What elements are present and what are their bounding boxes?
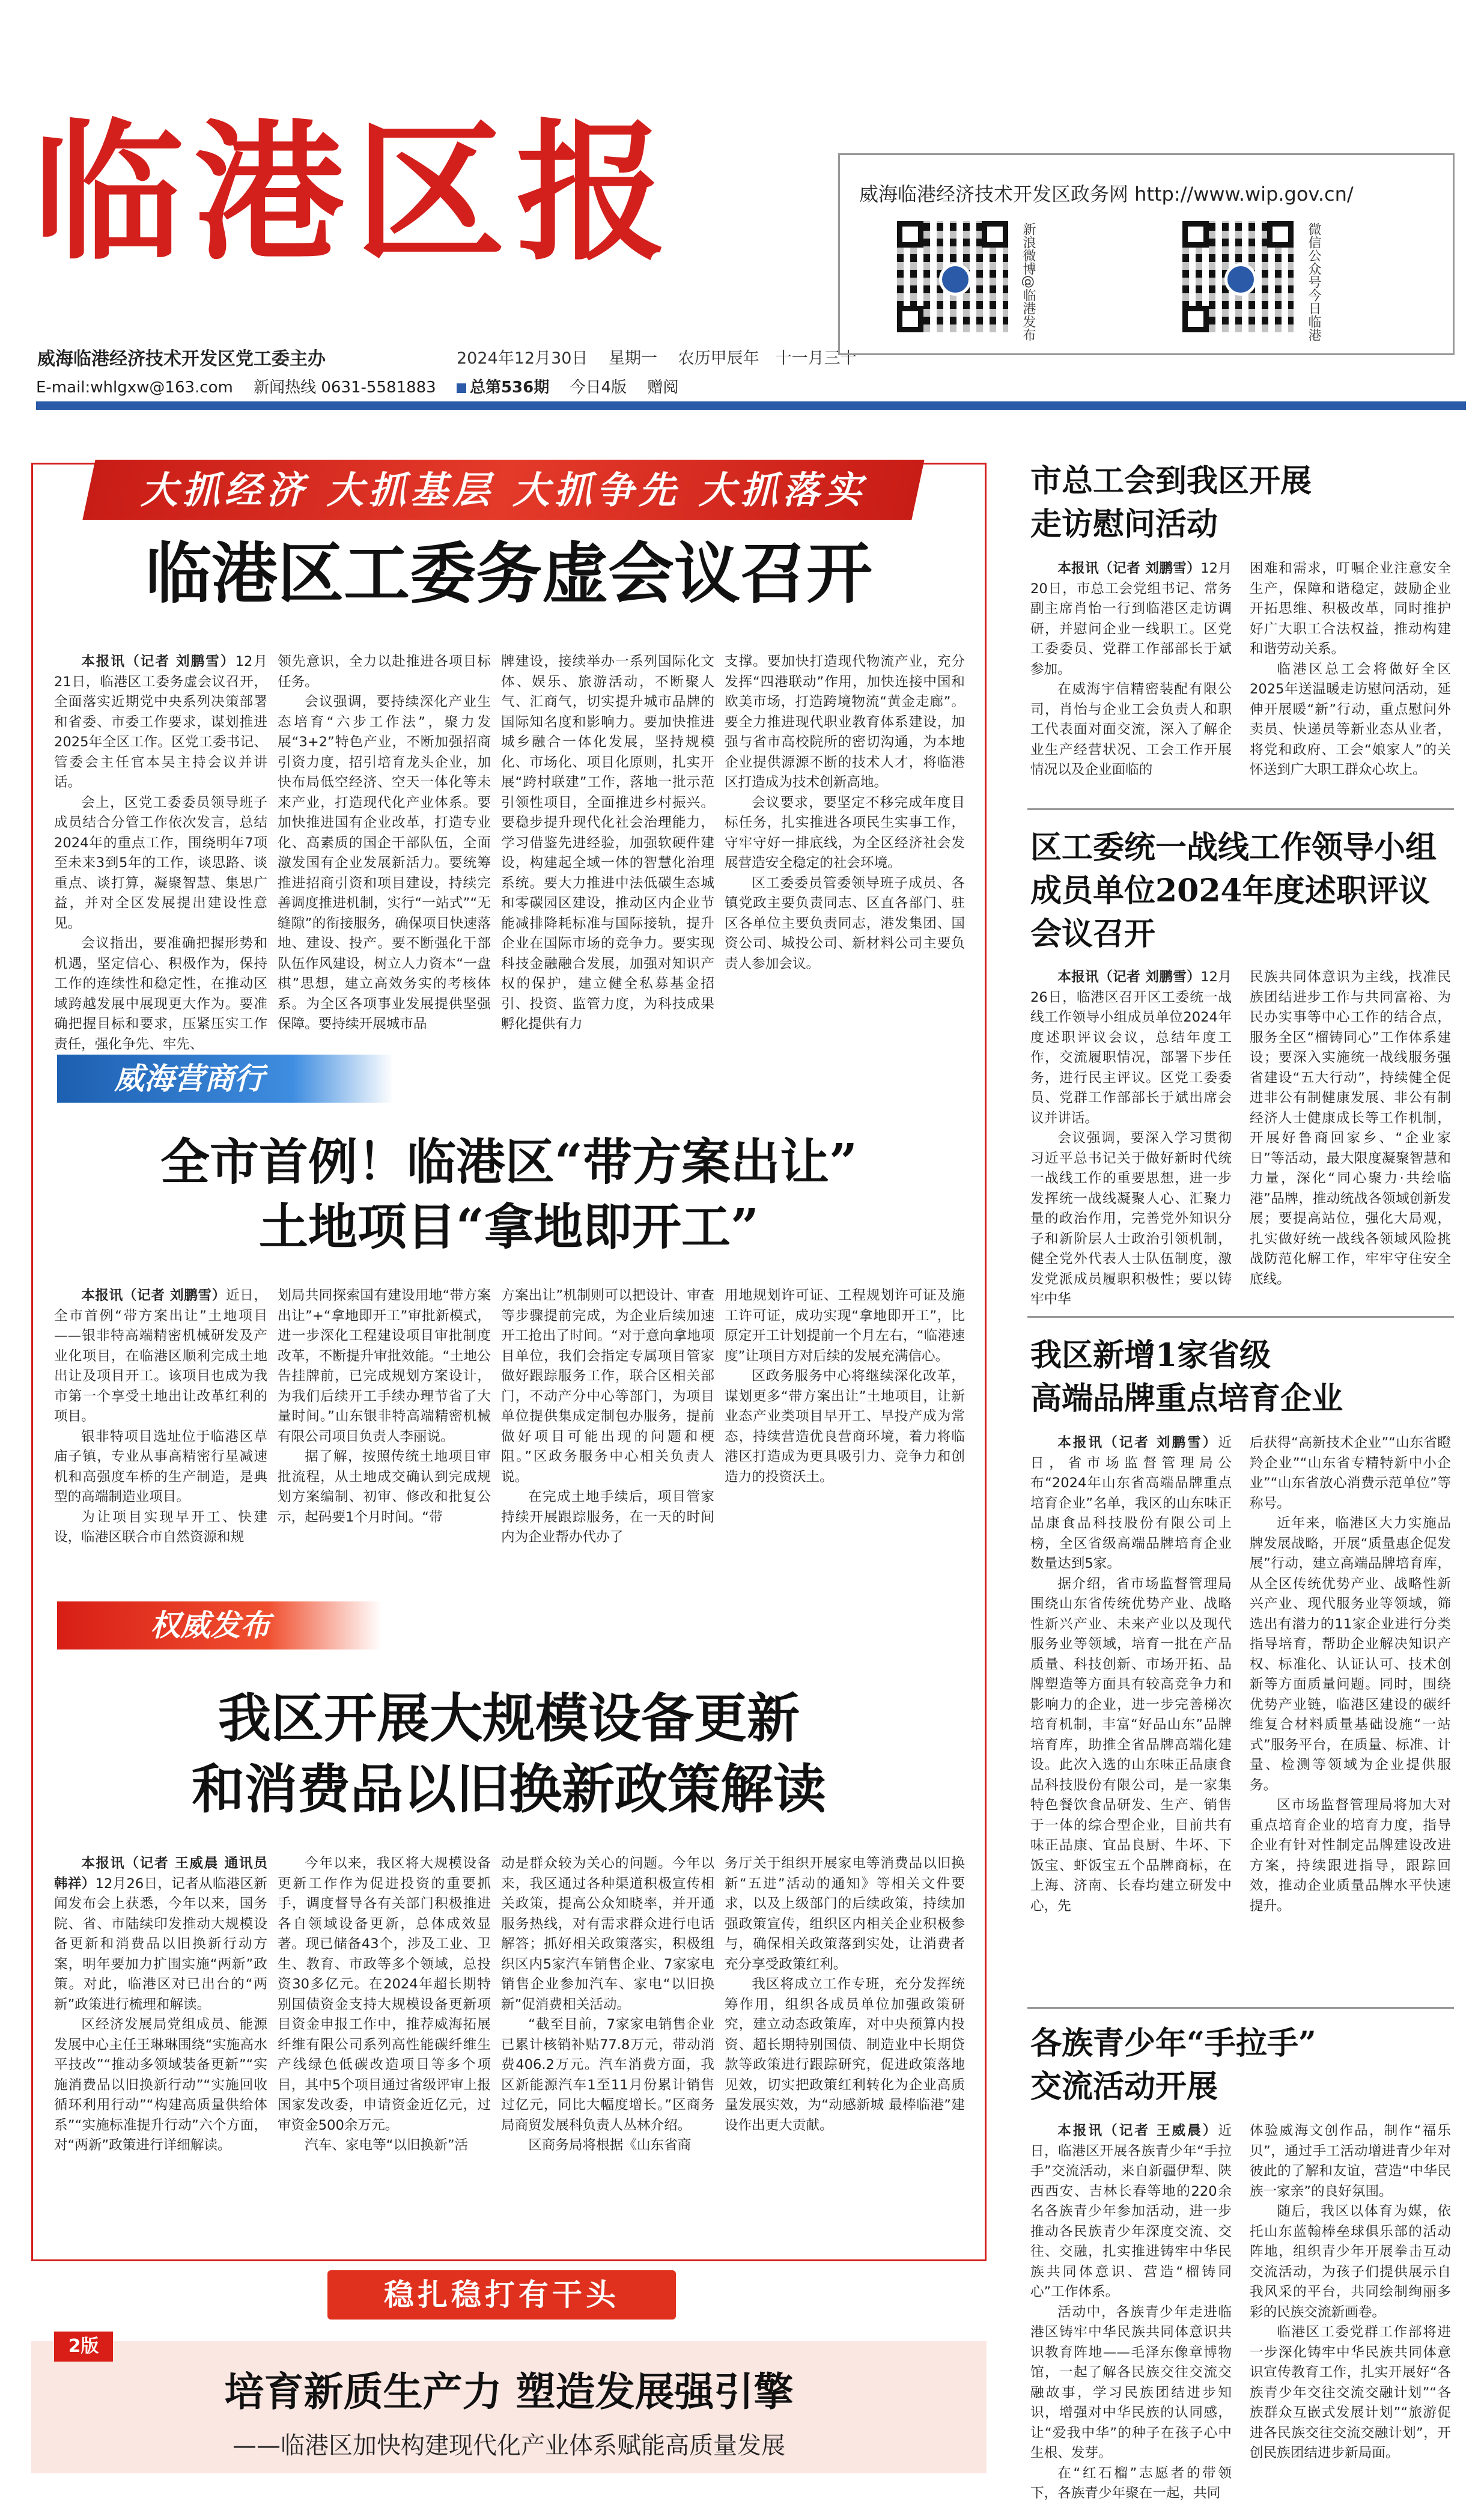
paragraph: 务厅关于组织开展家电等消费品以旧换新“五进”活动的通知》等相关文件要求，以及上级部门的后续政策，持续加强政策宣传，组织区内相关企业积极参与，确保相关政策落到实处，让消费者充分享受政策红利。 (725, 1856, 965, 1972)
right3-col1 (1030, 1433, 1232, 1998)
article3-col4 (725, 1854, 965, 2250)
byline: 本报讯（记者 刘鹏雪） (81, 1288, 226, 1303)
issue-number: 总第536期 (469, 379, 550, 397)
paragraph: 区工委委员管委领导班子成员、各镇党政主要负责同志、区直各部门、驻区各单位主要负责同志，港发集团、国资公司、城投公司、新材料公司主要负责人参加会议。 (725, 875, 965, 972)
article2-col2 (278, 1286, 491, 1583)
right2-headline-line2[interactable]: 成员单位2024年度述职评议 (1030, 873, 1430, 909)
right1-headline-line1[interactable]: 市总工会到我区开展 (1030, 463, 1312, 499)
paragraph: 方案出让”机制则可以把设计、审查等步骤提前完成，为企业后续加速开工抢出了时间。“对于意向拿地项目单位，我们会指定专属项目管家做好跟踪服务工作，联合区相关部门，不动产分中心等部门，为项目单位提供集成定制包办服务，提前做好项目可能出现的问题和梗阻。”区政务服务中心相关负责人说。 (501, 1288, 714, 1485)
right4-col1 (1030, 2121, 1232, 2501)
right4-headline-line2[interactable]: 交流活动开展 (1030, 2068, 1218, 2105)
distribution: 赠阅 (647, 379, 679, 397)
paragraph: 区市场监督管理局将加大对重点培育企业的培育力度，指导企业有针对性制定品牌建设改进方案，持续跟进指导，跟踪回效，推动企业质量品牌水平快速提升。 (1250, 1797, 1451, 1914)
article1-col1 (54, 652, 267, 1052)
paragraph: 会上，区党工委委员领导班子成员结合分管工作依次发言，总结2024年的重点工作，围绕明年7项至未来3到5年的工作，谈思路、谈重点、谈打算，凝聚智慧、集思广益，并对全区发展提出建设性意见。 (54, 794, 267, 931)
masthead-title: 临港区报 (33, 104, 677, 281)
dateline (457, 345, 872, 368)
paragraph: 体验威海文创作品，制作“福乐贝”，通过手工活动增进青少年对彼此的了解和友谊，营造“中华民族一家亲”的良好氛围。 (1250, 2123, 1451, 2199)
paragraph: 区经济发展局党组成员、能源发展中心主任王琳琳围绕“实施高水平技改”“推动多领域装备更新”“实施消费品以旧换新行动”“实施回收循环利用行动”“构建高质量供给体系”“实施标准提升行动”六个方面，对“两新”政策进行详细解读。 (54, 2017, 267, 2153)
paragraph: 领先意识，全力以赴推进各项目标任务。 (278, 654, 491, 690)
paragraph: 本报讯（记者 刘鹏雪）近日，全市首例“带方案出让”土地项目——银非特高端精密机械研发及产业化项目，在临港区顺利完成土地出让及项目开工。该项目也成为我市第一个享受土地出让改革红利的项目。 (54, 1288, 267, 1424)
article3-col2 (278, 1854, 491, 2250)
article2-col1 (54, 1286, 267, 1583)
paragraph: 本报讯（记者 刘鹏雪）近日，省市场监督管理局公布“2024年山东省高端品牌重点培育企业”名单，我区的山东味正品康食品科技股份有限公司上榜，全区省级高端品牌培育企业数量达到5家。 (1030, 1435, 1232, 1571)
info-bar (36, 375, 847, 399)
paragraph: 民族共同体意识为主线，找准民族团结进步工作与共同富裕、为民办实事等中心工作的结合点，服务全区“榴铸同心”工作体系建设；要深入实施统一战线服务强省建设“五大行动”，持续健全促进非公有制健康发展、非公有制经济人士健康成长等工作机制，开展好鲁商回家乡、“企业家日”等活动，最大限度凝聚智慧和力量，深化“同心聚力·共绘临港”品牌，推动统战各领域创新发展；要提高站位，强化大局观，扎实做好统一战线各领域风险挑战防范化解工作，牢牢守住安全底线。 (1250, 969, 1451, 1287)
paragraph: 我区将成立工作专班，充分发挥统筹作用，组织各成员单位加强政策研究，建立动态政策库，对中央预算内投资、超长期特别国债、制造业中长期贷款等政策进行跟踪研究，促进政策落地见效，切实把政策红利转化为企业高质量发展实效，为“动感新城 最棒临港”建设作出更大贡献。 (725, 1976, 965, 2133)
paragraph: 本报讯（记者 王威晨 通讯员 韩祥）12月26日，记者从临港区新闻发布会上获悉，今年以来，国务院、省、市陆续印发推动大规模设备更新和消费品以旧换新行动方案，明年要加力扩围实施“两新”政策。对此，临港区对已出台的“两新”政策进行梳理和解读。 (54, 1856, 268, 2012)
paragraph: 今年以来，我区将大规模设备更新工作作为促进投资的重要抓手，调度督导各有关部门积极推进各自领域设备更新，总体成效显著。现已储备43个，涉及工业、卫生、教育、市政等多个领域，总投资30多亿元。在2024年超长期特别国债资金支持大规模设备更新项目资金申报工作中，推荐威海拓展纤维有限公司系列高性能碳纤维生产线绿色低碳改造项目等多个项目，其中5个项目通过省级评审上报国家发改委，申请资金近亿元，过审资金500余万元。 (278, 1856, 491, 2133)
paragraph: 本报讯（记者 刘鹏雪）12月21日，临港区工委务虚会议召开，全面落实近期党中央系列决策部署和省委、市委工作要求，谋划推进2025年全区工作。区党工委书记、管委会主任官本吴主持会议并讲话。 (54, 654, 267, 790)
article2-col4 (725, 1286, 965, 1583)
wechat-qr-code[interactable] (1182, 221, 1294, 332)
paragraph: 在威海宇信精密装配有限公司，肖怡与企业工会负责人和职工代表面对面交流，深入了解企业生产经营状况、工会工作开展情况以及企业面临的 (1030, 681, 1232, 778)
teaser-headline[interactable]: 培育新质生产力 塑造发展强引擎 (224, 2368, 794, 2415)
email[interactable]: E-mail:whlgxw@163.com (36, 379, 233, 397)
byline: 本报讯（记者 刘鹏雪） (1057, 969, 1201, 985)
article2-headline-line2[interactable]: 土地项目“拿地即开工” (258, 1198, 759, 1256)
issue-date: 2024年12月30日 (457, 349, 588, 368)
byline: 本报讯（记者 王威晨） (1057, 2123, 1218, 2139)
slogan-text: 大抓经济 大抓基层 大抓争先 大抓落实 (140, 468, 867, 512)
article1-col2 (278, 652, 491, 1037)
paragraph: 临港区工委党群工作部将进一步深化铸牢中华民族共同体意识宣传教育工作，扎实开展好“各族青少年交往交流交融计划”“各族群众互嵌式发展计划”“旅游促进各民族交往交流交融计划”，开创民族团结进步新局面。 (1250, 2324, 1451, 2461)
teaser-subhead: ——临港区加快构建现代化产业体系赋能高质量发展 (233, 2432, 785, 2460)
qr-panel (838, 153, 1455, 355)
paragraph: 在“红石榴”志愿者的带领下，各族青少年聚在一起，共同 (1030, 2465, 1232, 2501)
section-tag-business-text: 威海营商行 (114, 1061, 264, 1096)
weekday: 星期一 (609, 349, 658, 368)
paragraph: 在完成土地手续后，项目管家持续开展跟踪服务，在一天的时间内为企业帮办代办了 (501, 1489, 714, 1545)
masthead-rule (36, 401, 1466, 410)
paragraph: 本报讯（记者 王威晨）近日，临港区开展各族青少年“手拉手”交流活动，来自新疆伊犁、陕西西安、吉林长春等地的220余名各族青少年参加活动，进一步推动各民族青少年深度交流、交往、交融，扎实推进铸牢中华民族共同体意识、营造“榴铸同心”工作体系。 (1030, 2123, 1232, 2300)
article1-col4 (725, 652, 965, 1037)
paragraph: 动是群众较为关心的问题。今年以来，我区通过各种渠道积极宣传相关政策，提高公众知晓率，并开通服务热线，对有需求群众进行电话解答；抓好相关政策落实，积极组织区内5家汽车销售企业、7家家电销售企业参加汽车、家电“以旧换新”促消费相关活动。 (501, 1856, 714, 2012)
slogan-banner-2: 稳扎稳打有干头 (327, 2270, 676, 2320)
paragraph: 支撑。要加快打造现代物流产业，充分发挥“四港联动”作用，加快连接中国和欧美市场，打造跨境物流“黄金走廊”。要全力推进现代职业教育体系建设，加强与省市高校院所的密切沟通，为本地企业提供源源不断的技术人才，将临港区打造成为技术创新高地。 (725, 654, 965, 790)
byline: 本报讯（记者 刘鹏雪） (1057, 1435, 1218, 1451)
paragraph: 用地规划许可证、工程规划许可证及施工许可证，成功实现“拿地即开工”，比原定开工计划提前一个月左右，“临港速度”让项目方对后续的发展充满信心。 (725, 1288, 965, 1364)
right1-col1 (1030, 559, 1232, 799)
section-tag-authority-text: 权威发布 (150, 1608, 270, 1643)
right3-headline-line2[interactable]: 高端品牌重点培育企业 (1030, 1380, 1343, 1417)
right3-col2 (1250, 1433, 1451, 1998)
right2-headline-line1[interactable]: 区工委统一战线工作领导小组 (1030, 829, 1437, 866)
paragraph: 会议强调，要持续深化产业生态培育“六步工作法”，聚力发展“3+2”特色产业，不断加强招商引资力度，招引培育龙头企业，加快布局低空经济、空天一体化等未来产业，打造现代化产业体系。要加快推进国有企业改革，打造专业化、高素质的国企干部队伍，全面激发国有企业发展新活力。要统筹推进招商引资和项目建设，持续完善调度推进机制，实行“一站式”“无缝隙”的衔接服务，确保项目快速落地、建设、投产。要不断强化干部队伍作风建设，树立人力资本“一盘棋”思想，建立高效务实的考核体系。为全区各项事业发展提供坚强保障。要持续开展城市品 (278, 694, 491, 1032)
right1-headline-line2[interactable]: 走访慰问活动 (1030, 506, 1218, 543)
article3-headline-line2[interactable]: 和消费品以旧换新政策解读 (191, 1758, 826, 1820)
right4-headline-line1[interactable]: 各族青少年“手拉手” (1030, 2025, 1316, 2062)
paragraph: 据介绍，省市场监督管理局围绕山东省传统优势产业、战略性新兴产业、未来产业以及现代服务业等领域，培育一批在产品质量、科技创新、市场开拓、品牌塑造等方面具有较高竞争力和影响力的企业，进一步完善梯次培育机制，丰富“好品山东”品牌培育库，助推全省品牌高端化建设。此次入选的山东味正品康食品科技股份有限公司，是一家集特色餐饮食品研发、生产、销售于一体的综合型企业，目前共有味正品康、宜品良厨、牛坏、下饭宝、虾饭宝五个品牌商标，在上海、济南、长春均建立研发中心，先 (1030, 1576, 1232, 1914)
government-site[interactable]: 威海临港经济技术开发区政务网 http://www.wip.gov.cn/ (859, 183, 1354, 206)
right3-headline-line1[interactable]: 我区新增1家省级 (1030, 1337, 1271, 1374)
weibo-qr-code[interactable] (897, 221, 1008, 332)
article1-headline[interactable]: 临港区工委务虚会议召开 (145, 535, 872, 612)
paragraph: 为让项目实现早开工、快建设，临港区联合市自然资源和规 (54, 1509, 267, 1545)
paragraph: 随后，我区以体育为媒，依托山东蓝翰棒垒球俱乐部的活动阵地，组织青少年开展拳击互动交流活动，为孩子们提供展示自我风采的平台，共同绘制绚丽多彩的民族交流新画卷。 (1250, 2204, 1451, 2320)
right4-col2 (1250, 2121, 1451, 2476)
paragraph: 牌建设，接续举办一系列国际化文体、娱乐、旅游活动，不断聚人气、汇商气，切实提升城市品牌的国际知名度和影响力。要加快推进城乡融合一体化发展，坚持规模化、市场化、项目化原则，扎实开展“跨村联建”工作，落地一批示范引领性项目，全面推进乡村振兴。要稳步提升现代化社会治理能力，学习借鉴先进经验，加强软硬件建设，构建起全域一体的智慧化治理系统。要大力推进中法低碳生态城和零碳园区建设，推动区内企业节能减排降耗标准与国际接轨，提升企业在国际市场的竞争力。要实现科技金融融合发展，加强对知识产权的保护，建立健全私募基金招引、投资、监管力度，为科技成果孵化提供有力 (501, 654, 714, 1032)
paragraph: 区商务局将根据《山东省商 (528, 2137, 692, 2153)
right2-col1 (1030, 967, 1232, 1307)
paragraph: 困难和需求，叮嘱企业注意安全生产，保障和谐稳定，鼓励企业开拓思维、积极改革，同时推护好广大职工合法权益，推动构建和谐劳动关系。 (1250, 561, 1451, 657)
byline: 本报讯（记者 刘鹏雪） (81, 654, 236, 669)
right1-col2 (1250, 559, 1451, 799)
byline: 本报讯（记者 王威晨 通讯员 韩祥） (54, 1856, 267, 1892)
paragraph: 会议要求，要坚定不移完成年度目标任务，扎实推进各项民生实事工作，守牢守好一排底线，为全区经济社会发展营造安全稳定的社会环境。 (725, 794, 965, 871)
page-count: 今日4版 (570, 379, 627, 397)
divider (1027, 808, 1454, 810)
right2-headline-line3[interactable]: 会议召开 (1030, 916, 1156, 952)
paragraph: 近年来，临港区大力实施品牌发展战略，开展“质量惠企促发展”行动，建立高端品牌培育库，从全区传统优势产业、战略性新兴产业、现代服务业等领域，筛选出有潜力的11家企业进行分类指导培育，帮助企业解决知识产权、标准化、认证认可、技术创新等方面质量问题。同时，围绕优势产业链，临港区建设的碳纤维复合材料质量基础设施“一站式”服务平台，在质量、标准、计量、检测等领域为企业提供服务。 (1250, 1515, 1451, 1793)
paragraph: 汽车、家电等“以旧换新”活 (305, 2137, 469, 2153)
page-tag: 2版 (54, 2332, 113, 2362)
news-hotline: 新闻热线 0631-5581883 (254, 379, 436, 397)
article2-headline-line1[interactable]: 全市首例！临港区“带方案出让” (160, 1133, 858, 1191)
paragraph: 活动中，各族青少年走进临港区铸牢中华民族共同体意识共识教育阵地——毛泽东像章博物馆，一起了解各民族交往交流交融故事，学习民族团结进步知识，增强对中华民族的认同感，让“爱我中华”的种子在孩子心中生根、发芽。 (1030, 2304, 1232, 2461)
paragraph: 据了解，按照传统土地项目审批流程，从土地成交确认到完成规划方案编制、初审、修改和批复公示，起码要1个月时间。“带 (278, 1449, 491, 1525)
lunar-date: 农历甲辰年 十一月三十 (678, 349, 857, 368)
organizer: 威海临港经济技术开发区党工委主办 (37, 349, 326, 370)
paragraph: 后获得“高新技术企业”“山东省瞪羚企业”“山东省专精特新中小企业”“山东省放心消费示范单位”等称号。 (1250, 1435, 1451, 1511)
weibo-label: 新浪微博@临港发布 (1021, 222, 1036, 341)
paragraph: 临港区总工会将做好全区2025年送温暖走访慰问活动，延伸开展暖“新”行动，重点慰问外卖员、快递员等新业态从业者，将党和政府、工会“娘家人”的关怀送到广大职工群众心坎上。 (1250, 661, 1451, 778)
paragraph: “截至目前，7家家电销售企业已累计核销补贴77.8万元，带动消费406.2万元。汽车消费方面，我区新能源汽车1至11月份累计销售过亿元，同比大幅度增长。”区商务局商贸发展科负责人丛林介绍。 (501, 2017, 714, 2133)
paragraph: 划局共同探索国有建设用地“带方案出让”+“拿地即开工”审批新模式，进一步深化工程建设项目审批制度改革，不断提升审批效能。“土地公告挂牌前，已完成规划方案设计，为我们后续开工手续办理节省了大量时间。”山东银非特高端精密机械有限公司项目负责人李丽说。 (278, 1288, 491, 1445)
right2-col2 (1250, 967, 1451, 1304)
article3-col1 (54, 1854, 267, 2250)
paragraph: 本报讯（记者 刘鹏雪）12月26日，临港区召开区工委统一战线工作领导小组成员单位2024年度述职评议会议，总结年度工作，交流履职情况，部署下步任务，进行民主评议。区党工委委员、党群工作部部长于斌出席会议并讲话。 (1030, 969, 1232, 1126)
article3-col3 (501, 1854, 714, 2250)
wechat-label: 微信公众号今日临港 (1306, 222, 1321, 341)
article1-col3 (501, 652, 714, 1037)
paragraph: 会议指出，要准确把握形势和机遇，坚定信心、积极作为，保持工作的连续性和稳定性，在推动区域跨越发展中展现更大作为。要准确把握目标和要求，压紧压实工作责任，强化争先、牢先、 (54, 936, 267, 1052)
divider (1027, 2007, 1454, 2009)
article3-headline-line1[interactable]: 我区开展大规模设备更新 (217, 1687, 800, 1749)
square-bullet-icon (457, 383, 466, 393)
byline: 本报讯（记者 刘鹏雪） (1057, 561, 1201, 576)
paragraph: 会议强调，要深入学习贯彻习近平总书记关于做好新时代统一战线工作的重要思想，进一步发挥统一战线凝聚人心、汇聚力量的政治作用，完善党外知识分子和新阶层人士政治引领机制，健全党外代表人士队伍制度，激发党派成员履职积极性；要以铸牢中华 (1030, 1130, 1232, 1307)
divider (1027, 1316, 1454, 1318)
paragraph: 银非特项目选址位于临港区草庙子镇，专业从事高精密行星减速机和高强度车桥的生产制造，是典型的高端制造业项目。 (54, 1428, 267, 1505)
paragraph: 本报讯（记者 刘鹏雪）12月20日，市总工会党组书记、常务副主席肖怡一行到临港区走访调研，并慰问企业一线职工。区党工委委员、党群工作部部长于斌参加。 (1030, 561, 1232, 677)
paragraph: 区政务服务中心将继续深化改革，谋划更多“带方案出让”土地项目，让新业态产业类项目早开工、早投产成为常态，持续营造优良营商环境，着力将临港区打造成为更具吸引力、竞争力和创造力的投资沃土。 (725, 1368, 965, 1485)
article2-col3 (501, 1286, 714, 1583)
